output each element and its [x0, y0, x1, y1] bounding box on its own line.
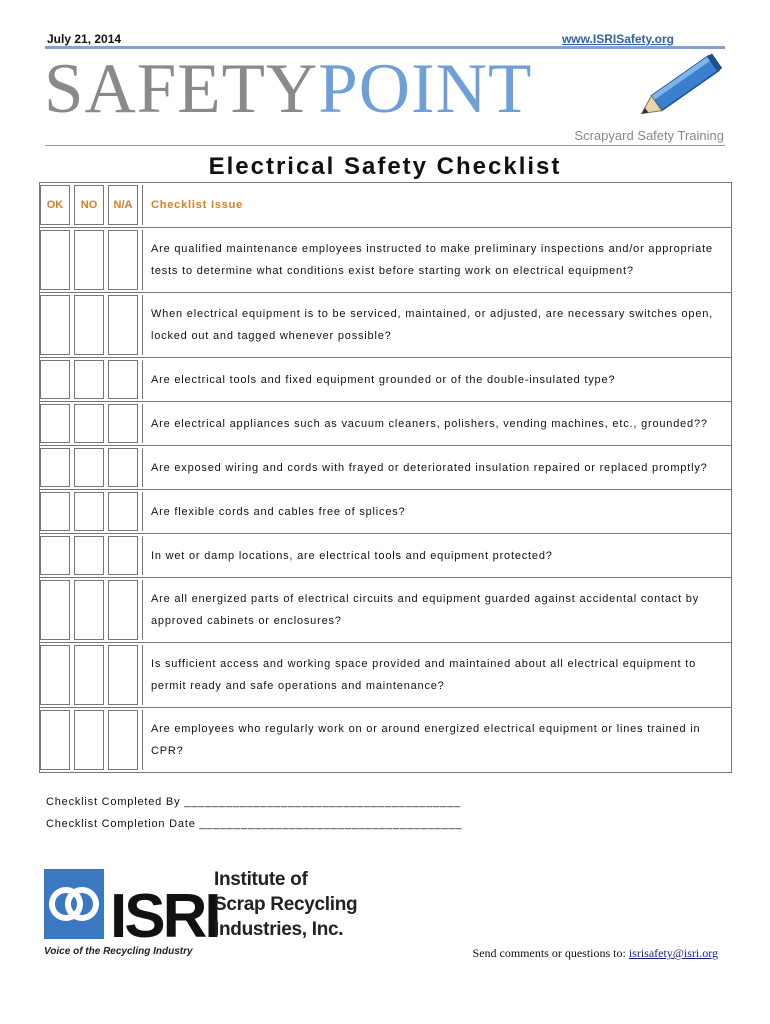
- checklist-table: [39, 182, 732, 773]
- isri-logo: [44, 869, 219, 959]
- table-row: [40, 293, 731, 357]
- contact-email-link[interactable]: isrisafety@isri.org: [628, 946, 718, 960]
- checklist-issue-line: approved cabinets or enclosures?: [151, 615, 342, 627]
- contact-note: [473, 946, 718, 961]
- checkbox-ok[interactable]: [40, 360, 70, 399]
- brand-part-safety: SAFETY: [44, 50, 319, 128]
- table-row: [40, 643, 731, 707]
- table-row: [40, 446, 731, 489]
- checkbox-no[interactable]: [74, 295, 104, 355]
- checkbox-ok[interactable]: [40, 492, 70, 531]
- checkbox-ok[interactable]: [40, 230, 70, 290]
- website-link[interactable]: www.ISRISafety.org: [561, 32, 674, 46]
- checklist-issue: [142, 710, 731, 770]
- checklist-issue-line: Is sufficient access and working space provided and maintained about all electrical equipment to: [151, 658, 696, 670]
- checklist-issue-line: Are flexible cords and cables free of splices?: [151, 505, 406, 518]
- checkbox-no[interactable]: [74, 448, 104, 487]
- column-header-no: NO: [74, 185, 104, 225]
- checkbox-na[interactable]: [108, 645, 138, 705]
- safetypoint-logo: [44, 50, 532, 128]
- checklist-issue-line: locked out and tagged whenever possible?: [151, 330, 392, 342]
- column-header-na: N/A: [108, 185, 138, 225]
- checkbox-no[interactable]: [74, 230, 104, 290]
- checkbox-no[interactable]: [74, 710, 104, 770]
- checklist-issue: [142, 536, 731, 575]
- organization-name-line: Industries, Inc.: [214, 919, 344, 940]
- checkbox-na[interactable]: [108, 230, 138, 290]
- checkbox-no[interactable]: [74, 492, 104, 531]
- checklist-issue-line: Are all energized parts of electrical circuits and equipment guarded against accidental contact by: [151, 593, 699, 605]
- brand-part-point: POINT: [318, 50, 533, 128]
- table-row: [40, 402, 731, 445]
- organization-name-line: Scrap Recycling: [214, 894, 358, 915]
- checkbox-no[interactable]: [74, 404, 104, 443]
- checkbox-no[interactable]: [74, 645, 104, 705]
- isri-logo-caption: Voice of the Recycling Industry: [44, 946, 193, 957]
- checklist-issue: [142, 645, 731, 705]
- isri-logo-text: ISRI: [110, 882, 219, 951]
- checklist-issue: [142, 580, 731, 640]
- checkbox-na[interactable]: [108, 404, 138, 443]
- checkbox-na[interactable]: [108, 492, 138, 531]
- page-title: Electrical Safety Checklist: [208, 153, 562, 180]
- completion-date-line: Checklist Completion Date ______________________________________: [46, 818, 463, 830]
- completed-by-line: Checklist Completed By ________________________________________: [46, 796, 461, 808]
- document-date: July 21, 2014: [47, 32, 122, 46]
- contact-prefix: Send comments or questions to:: [472, 946, 626, 960]
- table-header-row: [40, 183, 731, 227]
- checklist-issue: [142, 404, 731, 443]
- tagline: Scrapyard Safety Training: [574, 128, 724, 143]
- checklist-issue-line: tests to determine what conditions exist before starting work on electrical equipment?: [151, 265, 634, 277]
- checkbox-no[interactable]: [74, 536, 104, 575]
- table-row: [40, 578, 731, 642]
- checklist-issue-line: Are electrical appliances such as vacuum cleaners, polishers, vending machines, etc., grounded??: [151, 417, 708, 430]
- checklist-issue: [142, 230, 731, 290]
- table-row: [40, 358, 731, 401]
- checkbox-ok[interactable]: [40, 580, 70, 640]
- checklist-issue-line: Are employees who regularly work on or around energized electrical equipment or lines trained in: [151, 723, 701, 735]
- table-row: [40, 490, 731, 533]
- checklist-issue-line: In wet or damp locations, are electrical tools and equipment protected?: [151, 549, 553, 562]
- column-header-ok: OK: [40, 185, 70, 225]
- checkbox-ok[interactable]: [40, 295, 70, 355]
- checkbox-na[interactable]: [108, 295, 138, 355]
- checklist-issue-line: Are exposed wiring and cords with frayed or deteriorated insulation repaired or replaced promptly?: [151, 461, 708, 474]
- checklist-issue-line: Are electrical tools and fixed equipment grounded or of the double-insulated type?: [151, 373, 616, 386]
- column-header-issue: Checklist Issue: [142, 185, 731, 225]
- checkbox-na[interactable]: [108, 360, 138, 399]
- checkbox-ok[interactable]: [40, 448, 70, 487]
- checkbox-no[interactable]: [74, 580, 104, 640]
- table-row: [40, 708, 731, 772]
- checkbox-ok[interactable]: [40, 710, 70, 770]
- checklist-issue: [142, 492, 731, 531]
- header-rule: [45, 46, 725, 49]
- organization-name: [214, 867, 357, 942]
- pencil-icon: [632, 52, 728, 124]
- checklist-issue: [142, 295, 731, 355]
- checklist-issue-line: CPR?: [151, 745, 184, 757]
- checklist-issue-line: permit ready and safe operations and maintenance?: [151, 680, 445, 692]
- checkbox-no[interactable]: [74, 360, 104, 399]
- checkbox-ok[interactable]: [40, 645, 70, 705]
- checkbox-na[interactable]: [108, 710, 138, 770]
- checkbox-na[interactable]: [108, 536, 138, 575]
- checklist-issue-line: When electrical equipment is to be serviced, maintained, or adjusted, are necessary switches open,: [151, 308, 714, 320]
- checklist-issue-line: Are qualified maintenance employees instructed to make preliminary inspections and/or appropriate: [151, 243, 713, 255]
- table-row: [40, 534, 731, 577]
- checklist-issue: [142, 448, 731, 487]
- checkbox-ok[interactable]: [40, 536, 70, 575]
- checkbox-ok[interactable]: [40, 404, 70, 443]
- organization-name-line: Institute of: [214, 869, 308, 890]
- brand-rule: [45, 145, 725, 146]
- table-row: [40, 228, 731, 292]
- checkbox-na[interactable]: [108, 580, 138, 640]
- checkbox-na[interactable]: [108, 448, 138, 487]
- checklist-issue: [142, 360, 731, 399]
